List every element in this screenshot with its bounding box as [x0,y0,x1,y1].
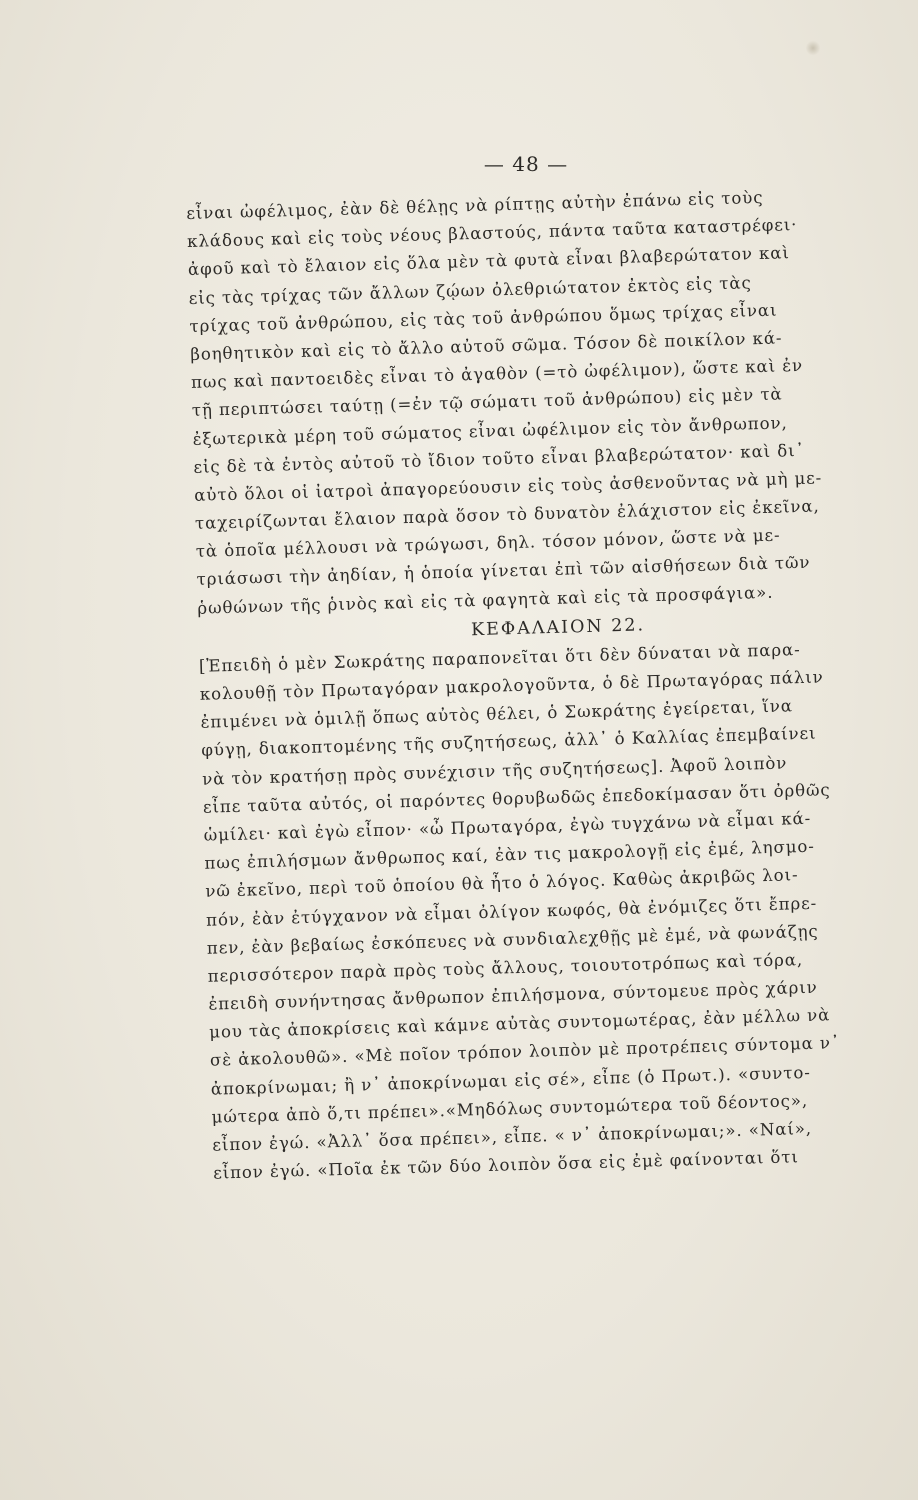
paragraph-1 [186,180,898,622]
text-line: εἶπον ἐγώ. «Ἀλλ᾽ ὅσα πρέπει», εἶπε. « ν᾽ ἀποκρίνωμαι;». «Ναί», [212,1118,813,1155]
text-block [186,180,913,1188]
text-line: ἐπειδὴ συνήντησας ἄνθρωπον ἐπιλήσμονα, σύντομευε πρὸς χάριν [208,977,818,1014]
text-line: αὐτὸ ὅλοι οἱ ἰατροὶ ἀπαγορεύουσιν εἰς τοὺς ἀσθενοῦντας νὰ μὴ με- [193,468,823,505]
text-line: πως καὶ παντοειδὲς εἶναι τὸ ἀγαθὸν (=τὸ ὠφέλιμον), ὥστε καὶ ἐν [190,355,804,393]
text-line: πεν, ἐὰν βεβαίως ἐσκόπευες νὰ συνδιαλεχθῇς μὲ ἐμέ, νὰ φωνάζῃς [206,921,819,958]
text-line: εἶπον ἐγώ. «Ποῖα ἐκ τῶν δύο λοιπὸν ὅσα εἰς ἐμὲ φαίνονται ὅτι [212,1147,800,1183]
text-line: ταχειρίζωνται ἔλαιον παρὰ ὅσον τὸ δυνατὸν ἐλάχιστον εἰς ἐκεῖνα, [194,496,820,533]
text-line: μώτερα ἀπὸ ὅ,τι πρέπει».«Μηδόλως συντομώτερα τοῦ δέοντος», [211,1090,809,1127]
text-line: νὰ τὸν κρατήσῃ πρὸς συνέχισιν τῆς συζητήσεως]. Ἀφοῦ λοιπὸν [201,752,788,789]
text-line: εἶπε ταῦτα αὐτός, οἱ παρόντες θορυβωδῶς ἐπεδοκίμασαν ὅτι ὀρθῶς [202,779,831,817]
text-line: σὲ ἀκολουθῶ». «Μὲ ποῖον τρόπον λοιπὸν μὲ προτρέπεις σύντομα ν᾽ [209,1033,841,1071]
text-line: ἀποκρίνωμαι; ἢ ν᾽ ἀποκρίνωμαι εἰς σέ», εἶπε (ὁ Πρωτ.). «συντο- [210,1062,811,1099]
text-line: πόν, ἐὰν ἐτύγχανον νὰ εἶμαι ὀλίγον κωφός, θὰ ἐνόμιζες ὅτι ἔπρε- [205,893,818,930]
ink-blot [806,40,820,56]
text-line: βοηθητικὸν καὶ εἰς τὸ ἄλλο αὐτοῦ σῶμα. Τόσον δὲ ποικίλον κά- [190,328,783,364]
text-line: μου τὰς ἀποκρίσεις καὶ κάμνε αὐτὰς συντομωτέρας, ἐὰν μέλλω νὰ [208,1005,831,1042]
text-line: ἐξωτερικὰ μέρη τοῦ σώματος εἶναι ὠφέλιμον εἰς τὸν ἄνθρωπον, [192,412,788,449]
text-line: τὰ ὁποῖα μέλλουσι νὰ τρώγωσι, δηλ. τόσον μόνον, ὥστε νὰ με- [195,525,781,562]
text-line: κλάδους καὶ εἰς τοὺς νέους βλαστούς, πάντα ταῦτα καταστρέφει· [186,215,798,252]
paragraph-2 [199,633,914,1188]
text-line: νῶ ἐκεῖνο, περὶ τοῦ ὁποίου θὰ ἦτο ὁ λόγος. Καθὼς ἀκριβῶς λοι- [205,865,799,902]
text-line: ἐπιμένει νὰ ὁμιλῇ ὅπως αὐτὸς θέλει, ὁ Σωκράτης ἐγείρεται, ἵνα [200,696,794,732]
text-line: εἰς δὲ τὰ ἐντὸς αὐτοῦ τὸ ἴδιον τοῦτο εἶναι βλαβερώτατον· καὶ δι᾽ [193,440,805,477]
text-line: εἰς τὰς τρίχας τῶν ἄλλων ζῴων ὀλεθριώτατον ἐκτὸς εἰς τὰς [188,272,752,308]
text-line: ὡμίλει· καὶ ἐγὼ εἶπον· «ὦ Πρωταγόρα, ἐγὼ τυγχάνω νὰ εἶμαι κά- [203,808,812,845]
text-line: [Ἐπειδὴ ὁ μὲν Σωκράτης παραπονεῖται ὅτι δὲν δύναται νὰ παρα- [198,639,801,676]
text-line: εἶναι ὠφέλιμος, ἐὰν δὲ θέλῃς νὰ ρίπτῃς αὐτὴν ἐπάνω εἰς τοὺς [186,187,764,223]
page-number: — 48 — [483,152,569,176]
text-line: κολουθῇ τὸν Πρωταγόραν μακρολογοῦντα, ὁ δὲ Πρωταγόρας πάλιν [199,667,824,704]
text-line: περισσότερον παρὰ πρὸς τοὺς ἄλλους, τοιουτοτρόπως καὶ τόρα, [207,949,804,986]
text-line: πως ἐπιλήσμων ἄνθρωπος καί, ἐὰν τις μακρολογῇ εἰς ἐμέ, λησμο- [204,836,816,873]
text-line: τριάσωσι τὴν ἀηδίαν, ἡ ὁποία γίνεται ἐπὶ τῶν αἰσθήσεων διὰ τῶν [196,553,811,590]
text-line: ῥωθώνων τῆς ῥινὸς καὶ εἰς τὰ φαγητὰ καὶ εἰς τὰ προσφάγια». [197,582,774,618]
text-line: ἀφοῦ καὶ τὸ ἔλαιον εἰς ὅλα μὲν τὰ φυτὰ εἶναι βλαβερώτατον καὶ [187,243,791,280]
text-line: τῇ περιπτώσει ταύτῃ (=ἐν τῷ σώματι τοῦ ἀνθρώπου) εἰς μὲν τὰ [191,384,783,421]
text-line: φύγῃ, διακοπτομένης τῆς συζητήσεως, ἀλλ᾽ ὁ Καλλίας ἐπεμβαίνει [201,723,817,761]
chapter-heading: ΚΕΦΑΛΑΙΟΝ 22. [470,615,646,641]
text-line: τρίχας τοῦ ἀνθρώπου, εἰς τὰς τοῦ ἀνθρώπου ὅμως τρίχας εἶναι [189,300,778,336]
